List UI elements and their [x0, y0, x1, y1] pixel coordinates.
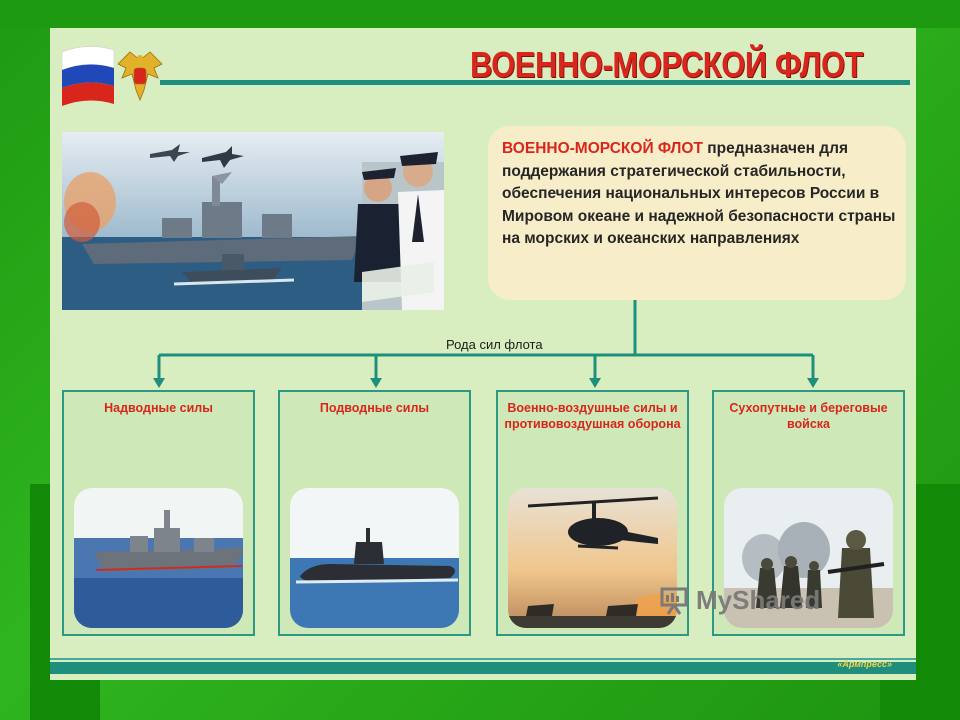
description-body: предназначен для поддержания стратегической стабильности, обеспечения национальных интересов России в Мировом океане и надежной безопасности страны на морских и океанских направлениях [502, 140, 896, 247]
publisher-mark: «Армпресс» [837, 659, 892, 669]
submarine-icon [290, 488, 459, 628]
bottom-bar [50, 662, 916, 674]
description-highlight: ВОЕННО-МОРСКОЙ ФЛОТ [502, 140, 703, 157]
helicopter-icon [508, 488, 677, 628]
presentation-board-icon [660, 586, 690, 616]
poster [50, 28, 916, 680]
surface-ship-icon [74, 488, 243, 628]
card-title: Сухопутные и береговые войска [729, 401, 888, 431]
branch-label: Рода сил флота [446, 337, 543, 352]
card-title: Подводные силы [319, 401, 430, 415]
card-title: Военно-воздушные силы и противовоздушная оборона [504, 401, 681, 431]
page-title: ВОЕННО-МОРСКОЙ ФЛОТ [470, 44, 864, 85]
card-title: Надводные силы [104, 401, 213, 415]
bottom-rule [50, 658, 916, 660]
background-top-band [0, 0, 960, 28]
watermark-text: MyShared [696, 585, 821, 615]
card-surface-forces [62, 390, 255, 636]
card-submarine-forces [278, 390, 471, 636]
